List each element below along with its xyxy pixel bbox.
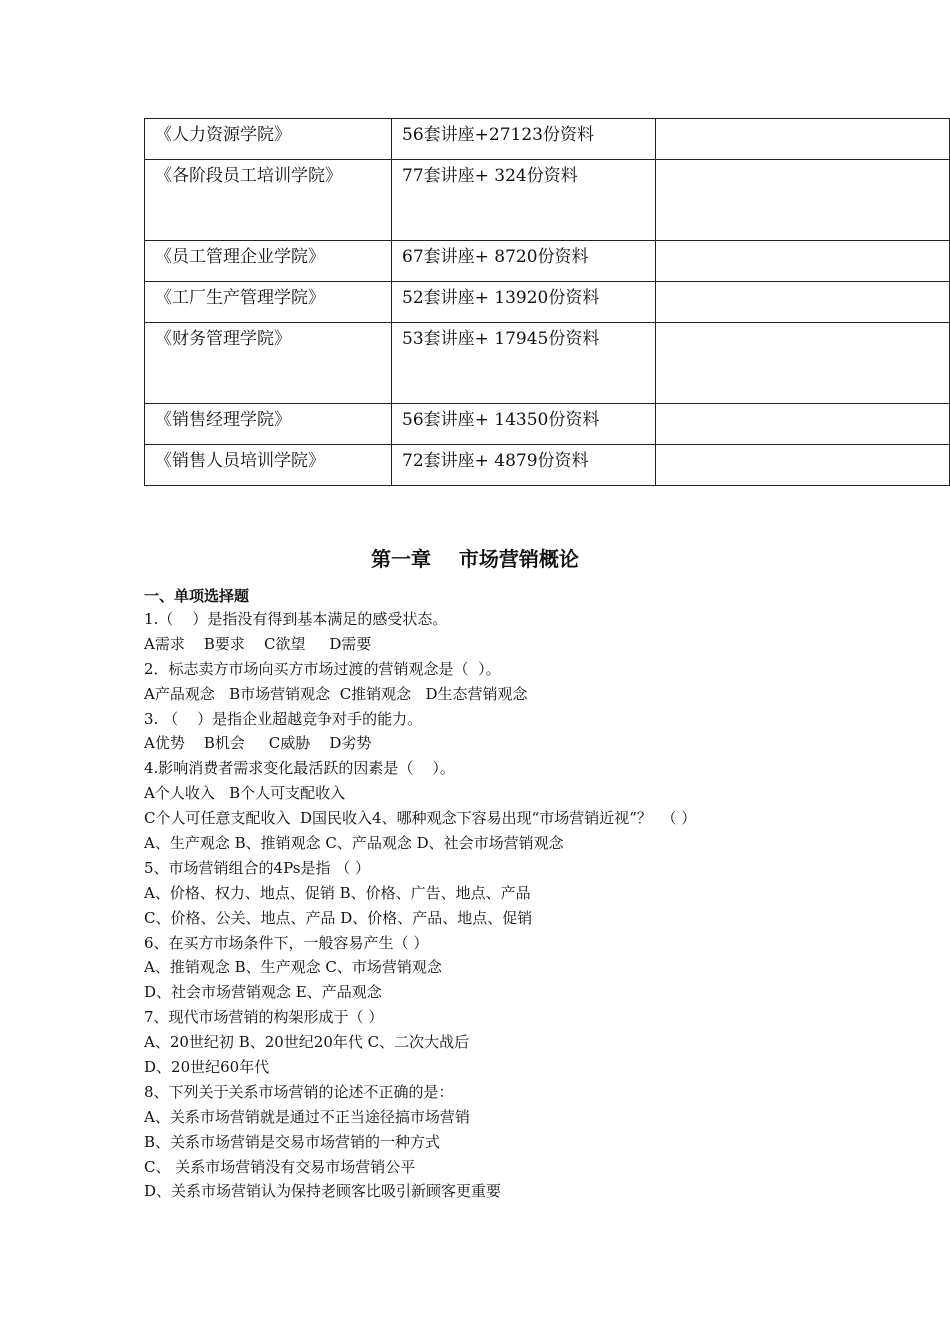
course-detail-cell xyxy=(392,282,656,323)
course-extra-cell xyxy=(656,241,950,282)
course-detail: 52套讲座+ 13920份资料 xyxy=(402,288,600,308)
course-detail: 56套讲座+ 14350份资料 xyxy=(402,410,600,430)
question-line: A产品观念 B市场营销观念 C推销观念 D生态营销观念 xyxy=(144,684,528,703)
question-line: 3. （ ）是指企业超越竞争对手的能力。 xyxy=(144,709,423,728)
table-row xyxy=(145,241,950,282)
course-name: 《人力资源学院》 xyxy=(155,125,291,145)
question-line: C、 关系市场营销没有交易市场营销公平 xyxy=(144,1157,416,1176)
course-name: 《财务管理学院》 xyxy=(155,329,291,349)
course-extra-cell xyxy=(656,445,950,486)
question-line: A、价格、权力、地点、促销 B、价格、广告、地点、产品 xyxy=(144,883,531,902)
course-name-cell xyxy=(145,445,392,486)
course-detail: 67套讲座+ 8720份资料 xyxy=(402,247,589,267)
question-line: D、社会市场营销观念 E、产品观念 xyxy=(144,983,382,1002)
course-detail: 72套讲座+ 4879份资料 xyxy=(402,451,589,471)
question-line: A、生产观念 B、推销观念 C、产品观念 D、社会市场营销观念 xyxy=(144,834,564,853)
question-line: D、关系市场营销认为保持老顾客比吸引新顾客更重要 xyxy=(144,1182,502,1201)
course-name: 《员工管理企业学院》 xyxy=(155,247,325,267)
question-line: A、关系市场营销就是通过不正当途径搞市场营销 xyxy=(144,1107,470,1126)
resource-table xyxy=(144,118,950,486)
table-row xyxy=(145,323,950,404)
course-name: 《销售经理学院》 xyxy=(155,410,291,430)
question-line: C、价格、公关、地点、产品 D、价格、产品、地点、促销 xyxy=(144,908,533,927)
table-row xyxy=(145,404,950,445)
course-detail: 77套讲座+ 324份资料 xyxy=(402,166,578,186)
table-row xyxy=(145,119,950,160)
course-extra-cell xyxy=(656,119,950,160)
course-detail-cell xyxy=(392,160,656,241)
section-heading: 一、单项选择题 xyxy=(144,587,250,605)
table-row xyxy=(145,282,950,323)
course-detail-cell xyxy=(392,404,656,445)
table-row xyxy=(145,160,950,241)
question-line: A个人收入 B个人可支配收入 xyxy=(144,784,346,803)
course-detail: 56套讲座+27123份资料 xyxy=(402,125,594,145)
question-line: 1.（ ）是指没有得到基本满足的感受状态。 xyxy=(144,610,448,628)
course-detail-cell xyxy=(392,445,656,486)
course-name-cell xyxy=(145,160,392,241)
question-line: 5、市场营销组合的4Ps是指 （ ） xyxy=(144,858,371,877)
question-line: A、推销观念 B、生产观念 C、市场营销观念 xyxy=(144,958,442,977)
course-extra-cell xyxy=(656,404,950,445)
course-name-cell xyxy=(145,323,392,404)
course-detail: 53套讲座+ 17945份资料 xyxy=(402,329,600,349)
table-row xyxy=(145,445,950,486)
course-detail-cell xyxy=(392,241,656,282)
question-line: 2．标志卖方市场向买方市场过渡的营销观念是（ ）。 xyxy=(144,659,501,678)
question-line: D、20世纪60年代 xyxy=(144,1058,270,1077)
question-line: A、20世纪初 B、20世纪20年代 C、二次大战后 xyxy=(144,1033,470,1052)
course-name: 《工厂生产管理学院》 xyxy=(155,288,325,308)
course-name: 《销售人员培训学院》 xyxy=(155,451,325,471)
course-detail-cell xyxy=(392,323,656,404)
course-name-cell xyxy=(145,119,392,160)
question-list xyxy=(144,607,944,1204)
question-line: 8、下列关于关系市场营销的论述不正确的是： xyxy=(144,1082,454,1101)
course-extra-cell xyxy=(656,160,950,241)
question-line: B、关系市场营销是交易市场营销的一种方式 xyxy=(144,1132,441,1151)
question-line: 6、在买方市场条件下，一般容易产生（ ） xyxy=(144,933,429,952)
course-extra-cell xyxy=(656,323,950,404)
question-line: C个人可任意支配收入 D国民收入4、哪种观念下容易出现“市场营销近视”？ （ ） xyxy=(144,809,697,828)
question-line: A优势 B机会 C威胁 D劣势 xyxy=(144,734,372,753)
course-detail-cell xyxy=(392,119,656,160)
question-line: 7、现代市场营销的构架形成于（ ） xyxy=(144,1008,384,1027)
course-name-cell xyxy=(145,241,392,282)
course-extra-cell xyxy=(656,282,950,323)
question-line: A需求 B要求 C欲望 D需要 xyxy=(144,634,372,653)
question-line: 4.影响消费者需求变化最活跃的因素是（ ）。 xyxy=(144,759,455,778)
course-name-cell xyxy=(145,404,392,445)
course-name-cell xyxy=(145,282,392,323)
chapter-title: 第一章 市场营销概论 xyxy=(371,547,579,571)
course-name: 《各阶段员工培训学院》 xyxy=(155,166,342,186)
